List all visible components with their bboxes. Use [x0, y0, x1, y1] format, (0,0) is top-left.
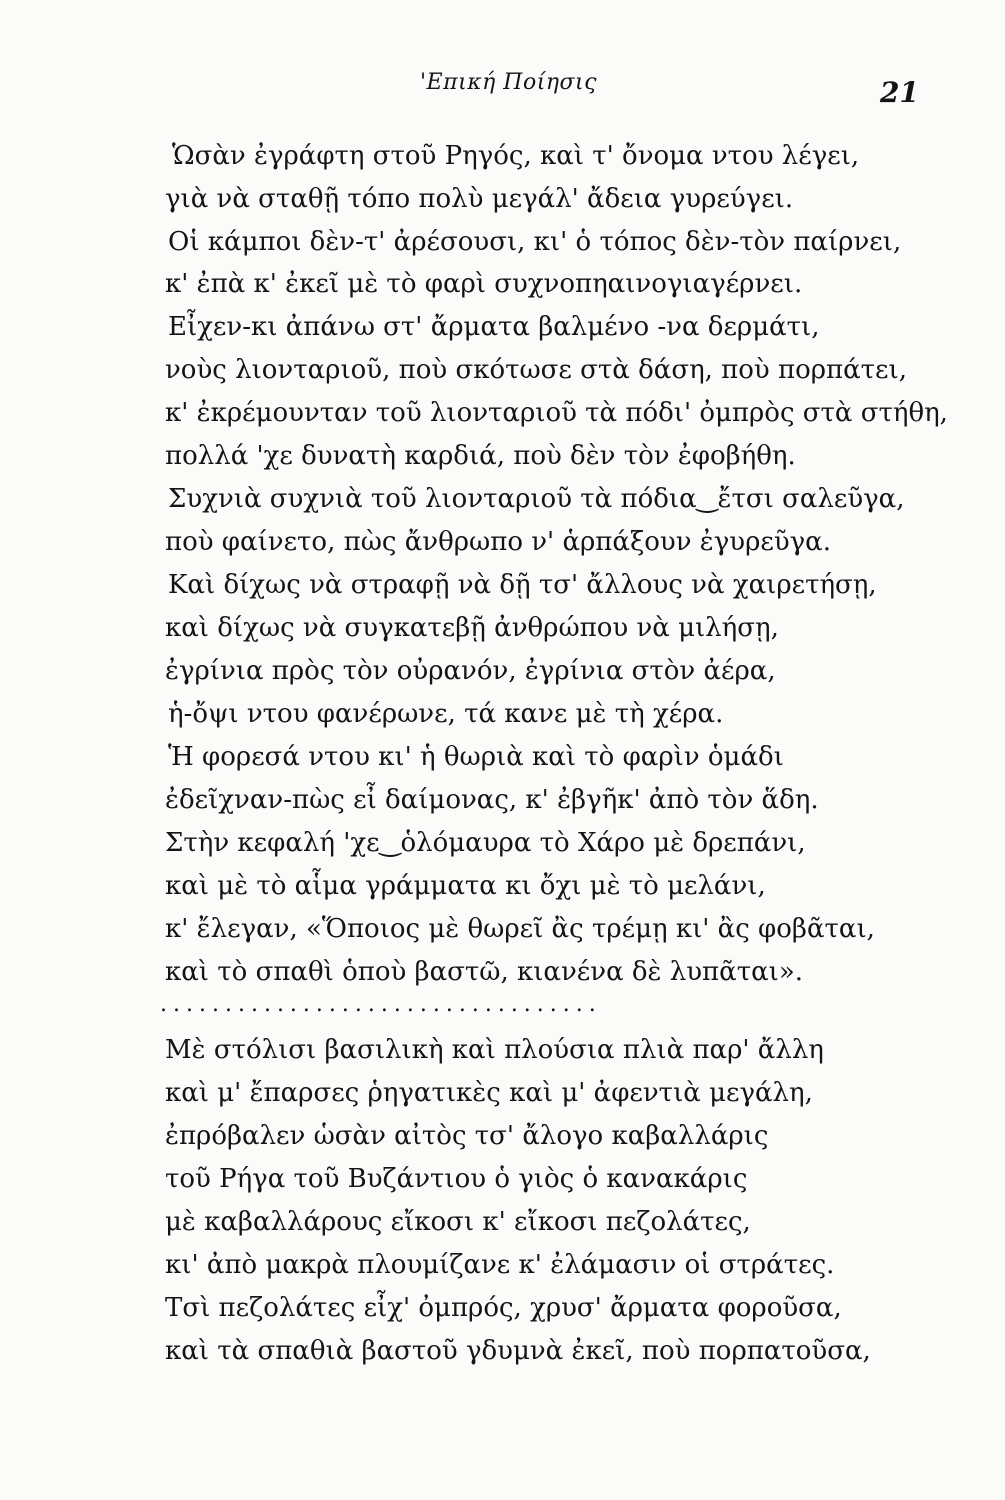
verse-line: μὲ καβαλλάρους εἴκοσι κ' εἴκοσι πεζολάτες,: [165, 1207, 751, 1237]
verse-line: κ' ἐπὰ κ' ἐκεῖ μὲ τὸ φαρὶ συχνοπηαινογιαγέρνει.: [165, 269, 803, 299]
verse-line: Συχνιὰ συχνιὰ τοῦ λιονταριοῦ τὰ πόδια‿ἔτσι σαλεῦγα,: [168, 484, 905, 514]
verse-line: ἐγρίνια πρὸς τὸν οὐρανόν, ἐγρίνια στὸν ἀέρα,: [165, 656, 776, 686]
verse-line: ποὺ φαίνετο, πὼς ἄνθρωπο ν' ἁρπάξουν ἐγυρεῦγα.: [165, 527, 832, 557]
verse-line: Εἶχεν-κι ἀπάνω στ' ἄρματα βαλμένο -να δερμάτι,: [168, 312, 820, 342]
verse-line: κ' ἔλεγαν, «Ὅποιος μὲ θωρεῖ ἂς τρέμῃ κι' ἂς φοβᾶται,: [165, 914, 875, 944]
verse-line: καὶ μ' ἔπαρσες ῥηγατικὲς καὶ μ' ἀφεντιὰ μεγάλη,: [165, 1078, 813, 1108]
verse-line: ἡ-ὄψι ντου φανέρωνε, τά κανε μὲ τὴ χέρα.: [168, 699, 724, 729]
verse-line: καὶ μὲ τὸ αἷμα γράμματα κι ὄχι μὲ τὸ μελάνι,: [165, 871, 766, 901]
verse-line: Οἱ κάμποι δὲν-τ' ἀρέσουσι, κι' ὁ τόπος δὲν-τὸν παίρνει,: [168, 227, 902, 257]
verse-line: κ' ἐκρέμουνταν τοῦ λιονταριοῦ τὰ πόδι' ὀμπρὸς στὰ στήθη,: [165, 398, 948, 428]
verse-line: κι' ἀπὸ μακρὰ πλουμίζανε κ' ἐλάμασιν οἱ στράτες.: [165, 1250, 835, 1280]
verse-line: Μὲ στόλισι βασιλικὴ καὶ πλούσια πλιὰ παρ' ἄλλη: [165, 1035, 824, 1065]
verse-line: καὶ τὸ σπαθὶ ὁποὺ βαστῶ, κιανένα δὲ λυπᾶται».: [165, 957, 804, 987]
verse-line: Ἡ φορεσά ντου κι' ἡ θωριὰ καὶ τὸ φαρὶν ὁμάδι: [168, 742, 784, 772]
verse-line: ἐδεῖχναν-πὼς εἶ δαίμονας, κ' ἐβγῆκ' ἀπὸ τὸν ἅδη.: [165, 785, 819, 815]
verse-line: νοὺς λιονταριοῦ, ποὺ σκότωσε στὰ δάση, ποὺ πορπάτει,: [165, 355, 907, 385]
verse-line: πολλά 'χε δυνατὴ καρδιά, ποὺ δὲν τὸν ἐφοβήθη.: [165, 441, 796, 471]
verse-line: Στὴν κεφαλή 'χε‿ὁλόμαυρα τὸ Χάρο μὲ δρεπάνι,: [165, 828, 806, 858]
verse-line: ἐπρόβαλεν ὡσὰν αἰτὸς τσ' ἄλογο καβαλλάρις: [165, 1121, 769, 1151]
verse-line: καὶ τὰ σπαθιὰ βαστοῦ γδυμνὰ ἐκεῖ, ποὺ πορπατοῦσα,: [165, 1336, 871, 1366]
verse-line: τοῦ Ρήγα τοῦ Βυζάντιου ὁ γιὸς ὁ κανακάρις: [165, 1164, 748, 1194]
verse-line: καὶ δίχως νὰ συγκατεβῇ ἀνθρώπου νὰ μιλήσῃ,: [165, 613, 779, 643]
verse-line: Ὡσὰν ἐγράφτη στοῦ Ρηγός, καὶ τ' ὄνομα ντου λέγει,: [172, 141, 860, 171]
verse-line: γιὰ νὰ σταθῇ τόπο πολὺ μεγάλ' ἄδεια γυρεύγει.: [165, 184, 794, 214]
verse-line: Τσὶ πεζολάτες εἶχ' ὀμπρός, χρυσ' ἄρματα φοροῦσα,: [165, 1293, 842, 1323]
section-separator: ..................................: [160, 992, 602, 1017]
running-title: 'Επική Ποίησις: [420, 70, 597, 95]
page-number: 21: [880, 76, 919, 109]
verse-line: Καὶ δίχως νὰ στραφῇ νὰ δῇ τσ' ἄλλους νὰ χαιρετήσῃ,: [168, 570, 877, 600]
